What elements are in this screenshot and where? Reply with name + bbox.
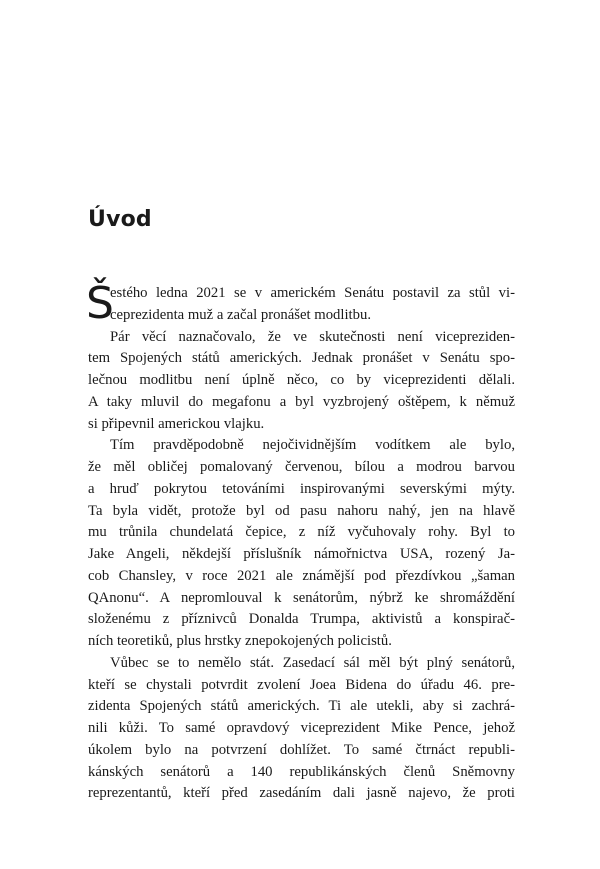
text-line: si připevnil americkou vlajku.	[88, 415, 265, 432]
body-text	[86, 278, 515, 805]
text-line: lečnou modlitbu není úplně něco, co by viceprezidenti dělali.	[88, 372, 515, 388]
text-line: Vůbec se to nemělo stát. Zasedací sál měl být plný senátorů,	[110, 654, 515, 671]
text-line: že měl obličej pomalovaný červenou, bílou a modrou barvou	[88, 459, 515, 475]
text-line: Pár věcí naznačovalo, že ve skutečnosti není vicepreziden-	[110, 328, 515, 345]
text-line: QAnonu“. A nepromlouval k senátorům, nýbrž ke shromáždění	[88, 589, 515, 606]
drop-cap: Š	[86, 278, 114, 329]
text-line: estého ledna 2021 se v americkém Senátu postavil za stůl vi-	[110, 285, 515, 301]
text-line: ceprezidenta muž a začal pronášet modlitbu.	[110, 306, 371, 323]
text-line: reprezentantů, kteří před zasedáním dali jasně najevo, že proti	[88, 785, 515, 802]
text-line: kánských senátorů a 140 republikánských členů Sněmovny	[88, 763, 515, 780]
text-line: Tím pravděpodobně nejočividnějším vodítkem ale bylo,	[110, 437, 515, 454]
text-line: A taky mluvil do megafonu a byl vyzbrojený oštěpem, k němuž	[88, 393, 515, 410]
text-line: ních teoretiků, plus hrstky znepokojených policistů.	[88, 633, 392, 649]
text-line: a hruď pokrytou tetováními inspirovanými severskými mýty.	[88, 480, 515, 497]
text-line: Ta byla vidět, protože byl od pasu nahoru nahý, jen na hlavě	[88, 502, 515, 519]
text-line: kteří se chystali potvrdit zvolení Joea Bidena do úřadu 46. pre-	[88, 676, 515, 693]
text-line: tem Spojených států amerických. Jednak pronášet v Senátu spo-	[88, 350, 515, 367]
text-line: Jake Angeli, někdejší příslušník námořnictva USA, rozený Ja-	[88, 546, 515, 562]
text-line: cob Chansley, v roce 2021 ale známější pod přezdívkou „šaman	[88, 567, 515, 584]
text-line: úkolem bylo na potvrzení dohlížet. To samé čtrnáct republi-	[88, 741, 515, 758]
text-line: nili kůži. To samé opravdový viceprezident Mike Pence, jehož	[88, 720, 515, 736]
text-line: mu trůnila chundelatá čepice, z níž vyčuhovaly rohy. Byl to	[88, 524, 515, 541]
text-line: složenému z příznivců Donalda Trumpa, aktivistů a konspirač-	[88, 611, 515, 628]
chapter-heading: Úvod	[88, 207, 152, 232]
text-line: zidenta Spojených států amerických. Ti ale utekli, aby si zachrá-	[88, 698, 515, 715]
